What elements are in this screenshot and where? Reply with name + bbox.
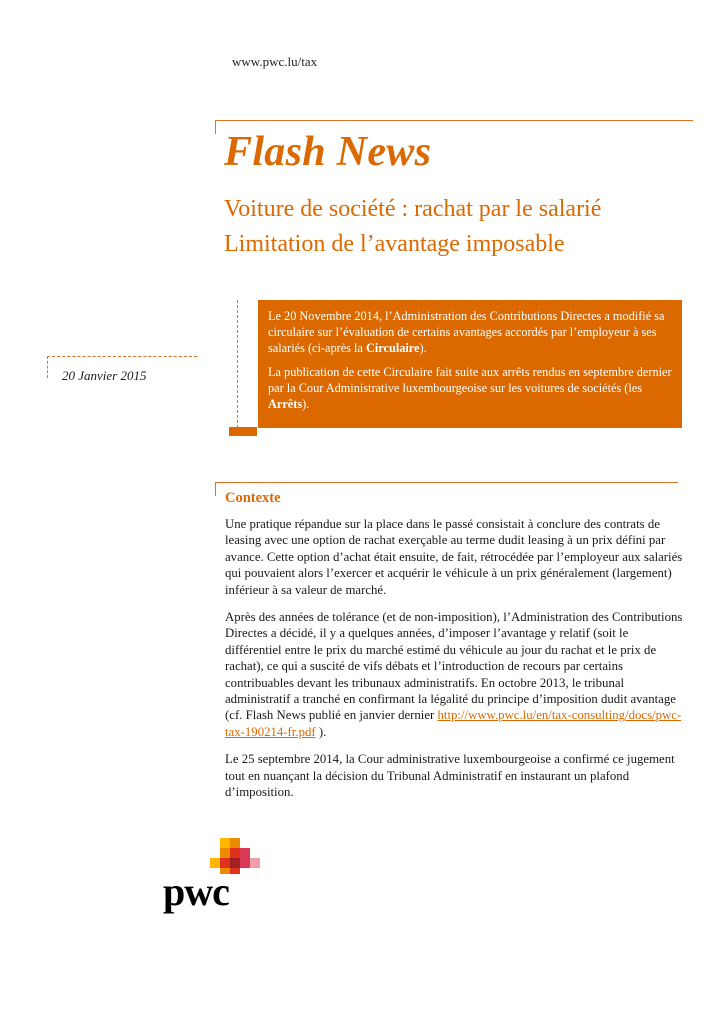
highlight-box: [258, 300, 682, 428]
title-rule: [215, 120, 693, 121]
term-arrets: Arrêts: [268, 397, 303, 412]
context-paragraph-1: Une pratique répandue sur la place dans le passé consistait à conclure des contrats de leasing avec une option de rachat exerçable au terme dudit leasing à un prix défini par avance. Cette option d’achat était ensuite, de fait, rétrocédée par l’employeur aux salariés qui pouvaient alors l’exercer et acquérir le véhicule à un prix généralement (largement) inférieur à sa valeur de marché.: [225, 517, 683, 597]
date-rule: [47, 356, 197, 357]
subtitle-line-2: Limitation de l’avantage imposable: [224, 231, 565, 257]
highlight-box-tab: [229, 427, 257, 436]
title-rule-tick: [215, 120, 216, 134]
highlight-box-rule: [237, 300, 238, 428]
term-circulaire: Circulaire: [365, 341, 420, 356]
header-url: www.pwc.lu/tax: [232, 54, 318, 69]
context-rule: [215, 482, 678, 483]
context-paragraph-3: Le 25 septembre 2014, la Cour administrative luxembourgeoise a confirmé ce jugement tout en nuançant la décision du Tribunal Administratif en instaurant un plafond d’imposition.: [225, 752, 675, 800]
context-paragraph-2: Après des années de tolérance (et de non-imposition), l’Administration des Contributions Directes a décidé, il y a quelques années, d’imposer l’avantage y relatif (soit le différentiel entre le prix du marché estimé du véhicule au jour du rachat et le prix de rachat), ce qui a suscité de vifs débats et l’introduction de recours par certains contribuables devant les tribunaux administratifs. En octobre 2013, le tribunal administratif a tranché en confirmant la légalité du principe d’imposition dudit avantage (cf. Flash News publié en janvier dernier http://www.pwc.lu/en/tax-consulting/docs/pwc-tax-190214-fr.pdf ).: [225, 610, 683, 739]
context-body: [225, 516, 687, 812]
page-title: Flash News: [224, 129, 432, 175]
page-subtitle: [224, 192, 601, 262]
highlight-paragraph-1: Le 20 Novembre 2014, l’Administration des Contributions Directes a modifié sa circulaire sur l’évaluation de certains avantages accordés par l’employeur à ses salariés (ci-après la Circulaire).: [268, 309, 665, 356]
context-heading: Contexte: [225, 490, 281, 506]
publication-date: 20 Janvier 2015: [62, 368, 147, 383]
subtitle-line-1: Voiture de société : rachat par le salarié: [224, 196, 602, 222]
highlight-paragraph-2: La publication de cette Circulaire fait suite aux arrêts rendus en septembre dernier par la Cour Administrative luxembourgeoise sur les voitures de sociétés (les Arrêts).: [268, 364, 672, 412]
date-rule-tick: [47, 356, 48, 378]
pwc-logo-word: pwc: [163, 869, 229, 914]
context-rule-tick: [215, 482, 216, 496]
flash-news-link[interactable]: http://www.pwc.lu/en/tax-consulting/docs/pwc-tax-190214-fr.pdf: [225, 708, 682, 739]
